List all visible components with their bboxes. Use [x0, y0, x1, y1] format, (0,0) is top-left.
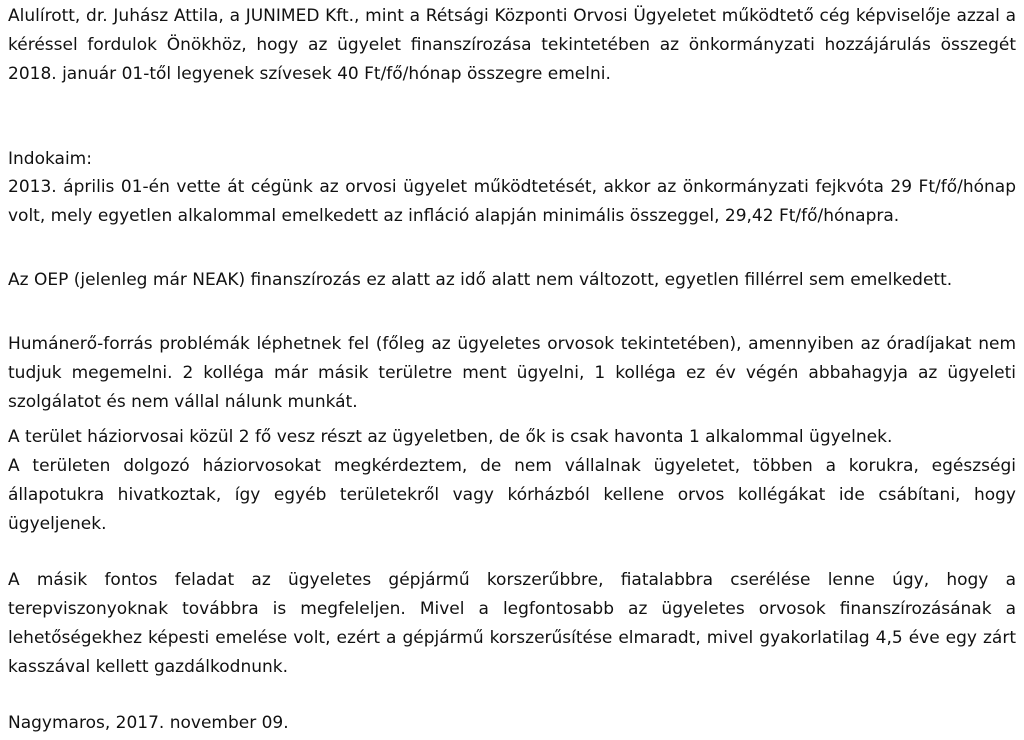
reason-paragraph-3: Humánerő-forrás problémák léphetnek fel (főleg az ügyeletes orvosok tekintetében), amennyiben az óradíjakat nem tudjuk megemelni. 2 kolléga már másik területre ment ügyelni, 1 kolléga ez év végén abbahagyja az ügyeleti szolgálatot és nem vállal nálunk munkát. — [8, 334, 1016, 412]
vehicle-paragraph: A másik fontos feladat az ügyeletes gépjármű korszerűbbre, fiatalabbra cserélése lenne úgy, hogy a terepviszonyoknak továbbra is megfeleljen. Mivel a legfontosabb az ügyeletes orvosok finanszírozásának a lehetőségekhez képesti emelése volt, ezért a gépjármű korszerűsítése elmaradt, mivel gyakorlatilag 4,5 éve egy zárt kasszával kellett gazdálkodnunk. — [8, 570, 1016, 677]
reason-paragraph-4: A terület háziorvosai közül 2 fő vesz részt az ügyeletben, de ők is csak havonta 1 alkalommal ügyelnek. — [8, 427, 893, 447]
reason-paragraph-1: 2013. április 01-én vette át cégünk az orvosi ügyelet működtetését, akkor az önkormányzati fejkvóta 29 Ft/fő/hónap volt, mely egyetlen alkalommal emelkedett az infláció alapján minimális összeggel, 29,42 Ft/fő/hónapra. — [8, 177, 1016, 226]
reasons-heading: Indokaim: — [8, 149, 92, 169]
place-and-date: Nagymaros, 2017. november 09. — [8, 713, 289, 733]
reason-paragraph-2: Az OEP (jelenleg már NEAK) finanszírozás ez alatt az idő alatt nem változott, egyetlen fillérrel sem emelkedett. — [8, 270, 953, 290]
reason-paragraph-5: A területen dolgozó háziorvosokat megkérdeztem, de nem vállalnak ügyeletet, többen a korukra, egészségi állapotukra hivatkoztak, így egyéb területekről vagy kórházból kellene orvos kollégákat ide csábítani, hogy ügyeljenek. — [8, 456, 1016, 534]
intro-paragraph: Alulírott, dr. Juhász Attila, a JUNIMED Kft., mint a Rétsági Központi Orvosi Ügyeletet működtető cég képviselője azzal a kéréssel fordulok Önökhöz, hogy az ügyelet finanszírozása tekintetében az önkormányzati hozzájárulás összegét 2018. január 01-től legyenek szívesek 40 Ft/fő/hónap összegre emelni. — [8, 6, 1016, 84]
